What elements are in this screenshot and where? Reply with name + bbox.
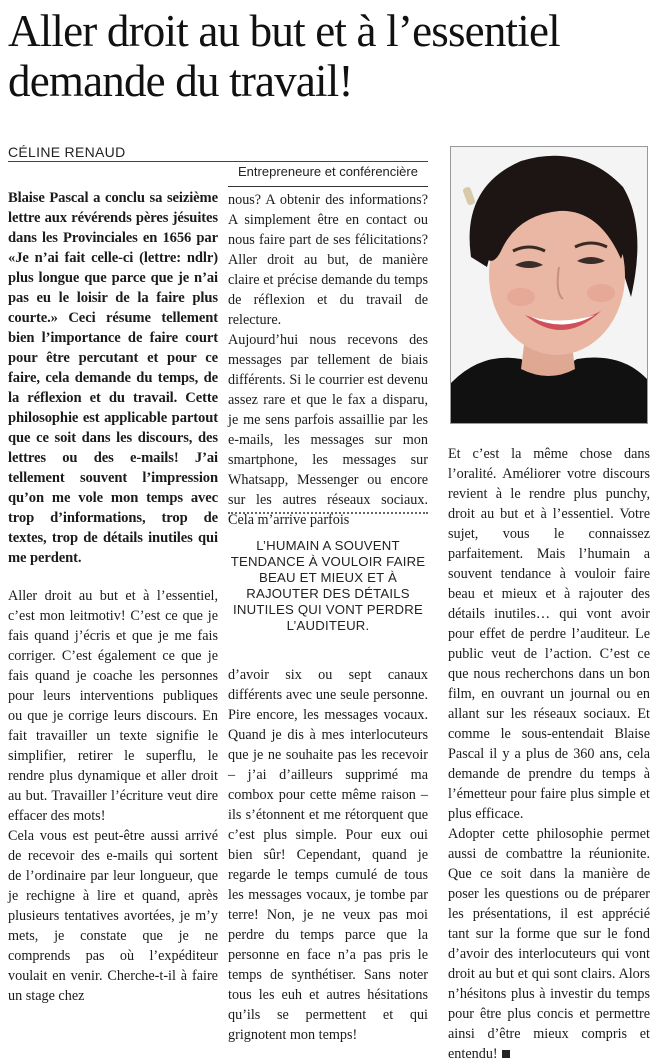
- pull-quote: L’HUMAIN A SOUVENT TENDANCE À VOULOIR FAIRE BEAU ET MIEUX ET À RAJOUTER DES DÉTAILS INUTILES QUI VONT PERDRE L’AUDITEUR.: [230, 538, 426, 633]
- body-paragraph: Aujourd’hui nous recevons des messages par tellement de biais différents. Si le courrier est devenu assez rare et que le fax a disparu, je me sens parfois assaillie par les e-mails, les messages sur mon smartphone, les messages sur Whatsapp, Messenger ou encore sur les autres réseaux sociaux. Cela m’arrive parfois: [228, 332, 428, 528]
- lead-paragraph: Blaise Pascal a conclu sa seizième lettre aux révérends pères jésuites dans les Provinciales en 1656 par «Je n’ai fait celle-ci (lettre: ndlr) plus longue que parce que je n’ai pas eu le loisir de la faire plus courte.» Ceci résume tellement bien l’importance de faire court pour être percutant et pour ce faire, cela demande du temps, de la réflexion et du travail. Cette philosophie est applicable partout que ce soit dans les discours, des lettres ou des e-mails! J’ai tellement souvent l’impression qu’on me vole mon temps avec trop d’informations, trop de textes, trop de détails inutiles qui me perdent.: [8, 190, 218, 566]
- body-paragraph: Et c’est la même chose dans l’oralité. Améliorer votre discours revient à le rendre plus punchy, droit au but et à l’essentiel. Votre sujet, vous le connaissez parfaitement. Mais l’humain a souvent tendance à vouloir faire beau et mieux et à rajouter des détails inutiles… qui vont avoir pour effet de perdre l’auditeur. Le public veut de l’action. C’est ce que nous recherchons dans un bon film, en ouvrant un journal ou en allant sur les réseaux sociaux. Et comme le sous-entendait Blaise Pascal il y a plus de 360 ans, cela demande de prendre du temps à l’émetteur pour faire plus simple et plus efficace.: [448, 446, 650, 822]
- role-divider: [228, 186, 428, 187]
- body-paragraph: Cela vous est peut-être aussi arrivé de recevoir des e-mails qui sortent de l’ordinaire par leur longueur, que je rechigne à lire et quand, après plusieurs tentatives avortées, je m’y mets, je constate que je ne comprends pas où l’expéditeur voulait en venir. Cherche-t-il à faire un stage chez: [8, 828, 218, 1004]
- pullquote-divider: [228, 512, 428, 514]
- author-photo: [450, 146, 648, 424]
- portrait-image: [451, 147, 647, 423]
- body-paragraph: nous? A obtenir des informations? A simplement être en contact ou nous faire part de ses félicitations? Aller droit au but, de manière claire et précise demande du temps de réflexion et du travail de relecture.: [228, 192, 428, 328]
- headline: Aller droit au but et à l’essentiel demande du travail!: [8, 6, 560, 106]
- column-1: [8, 188, 218, 1006]
- end-square-icon: [502, 1050, 510, 1058]
- closing-paragraph: [448, 824, 650, 1064]
- author-role: Entrepreneure et conférencière: [238, 164, 418, 179]
- closing-text: Adopter cette philosophie permet aussi de combattre la réunionite. Que ce soit dans la manière de poser les questions ou de préparer les présentations, il est apprécié tant sur la forme que sur le fond d’avoir des interlocuteurs qui vont droit au but et qui sont clairs. Alors n’hésitons plus à investir du temps pour être plus concis et permettre ainsi d’être mieux compris et entendu!: [448, 826, 650, 1062]
- column-2: [228, 190, 428, 530]
- body-paragraph: d’avoir six ou sept canaux différents avec une seule personne. Pire encore, les messages vocaux. Quand je dis à mes interlocuteurs que je ne souhaite pas les recevoir – j’ai d’ailleurs supprimé ma combox pour cette même raison – ils s’étonnent et me rétorquent que c’est plus simple. Pour eux oui bien sûr! Cependant, quand je regarde le temps cumulé de tous les messages vocaux, je tombe par terre! Non, je ne veux pas moi perdre du temps parce que la personne en face n’a pas pris le temps de synthétiser. Sans noter tous les euh et autres hésitations qu’ils se permettent et qui grignotent mon temps!: [228, 667, 428, 1043]
- column-2-continued: [228, 665, 428, 1045]
- column-3: [448, 444, 650, 1064]
- author-name: CÉLINE RENAUD: [8, 144, 428, 162]
- body-paragraph: Aller droit au but et à l’essentiel, c’est mon leitmotiv! C’est ce que je fais quand j’écris et que je me fais corriger. C’est également ce que je fais quand je coache les personnes pour leurs interventions publiques ou que je corrige leurs discours. En fait travailler un texte signifie le simplifier, retirer le superflu, le rendre plus dynamique et aller droit au but. Travailler l’écriture veut dire effacer des mots!: [8, 588, 218, 824]
